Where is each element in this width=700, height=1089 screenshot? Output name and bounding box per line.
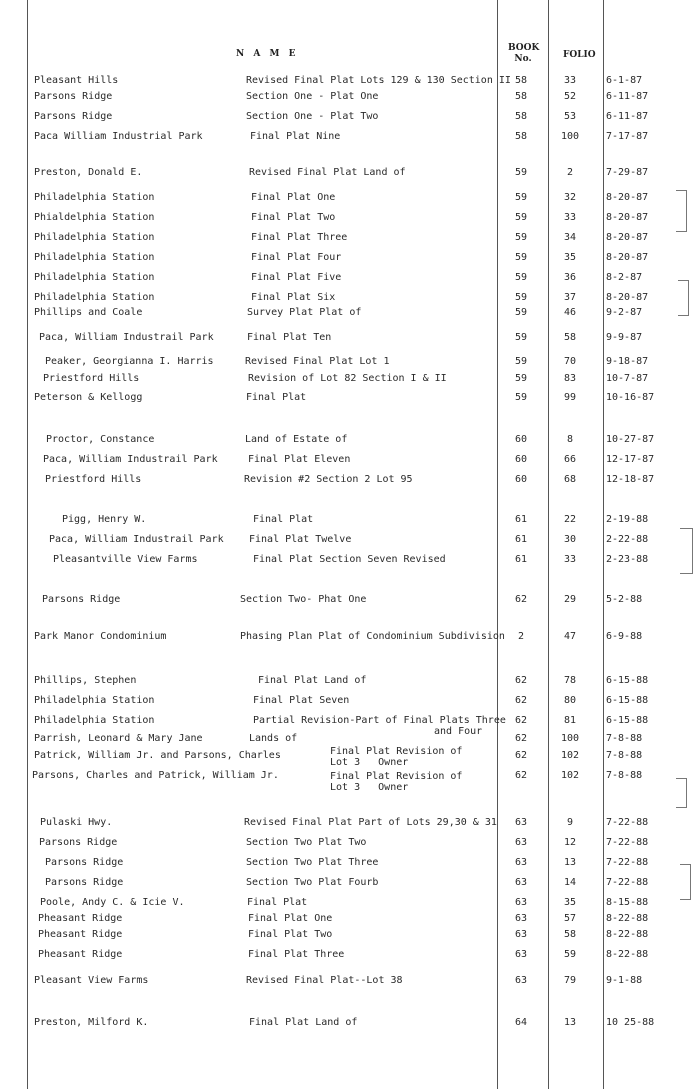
table-row <box>0 211 700 225</box>
entry-name: Priestford Hills <box>43 373 140 384</box>
binder-clip-mark <box>676 190 687 232</box>
entry-description: Final Plat Two <box>248 929 333 940</box>
entry-name: Parsons Ridge <box>45 877 124 888</box>
entry-description: Section Two Plat Three <box>246 857 379 868</box>
entry-date: 9-18-87 <box>606 356 649 367</box>
entry-name: Philadelphia Station <box>34 192 155 203</box>
entry-name: Parsons Ridge <box>34 111 113 122</box>
table-row <box>0 355 700 369</box>
entry-book: 60 <box>514 474 528 485</box>
table-row <box>0 433 700 447</box>
entry-folio: 58 <box>563 929 577 940</box>
entry-book: 62 <box>514 695 528 706</box>
table-row <box>0 836 700 850</box>
entry-book: 63 <box>514 857 528 868</box>
table-row <box>0 896 700 910</box>
entry-book: 62 <box>514 675 528 686</box>
entry-book: 63 <box>514 929 528 940</box>
entry-name: Paca, William Industrail Park <box>39 332 214 343</box>
table-row <box>0 130 700 144</box>
entry-date: 8-22-88 <box>606 913 649 924</box>
table-row <box>0 694 700 708</box>
entry-book: 64 <box>514 1017 528 1028</box>
entry-folio: 33 <box>563 75 577 86</box>
entry-book: 2 <box>517 631 525 642</box>
table-row <box>0 593 700 607</box>
entry-folio: 34 <box>563 232 577 243</box>
entry-book: 59 <box>514 373 528 384</box>
name-column-header: N A M E <box>236 49 299 59</box>
entry-book: 59 <box>514 232 528 243</box>
table-row <box>0 816 700 830</box>
entry-name: Parsons Ridge <box>42 594 121 605</box>
entry-date: 8-20-87 <box>606 192 649 203</box>
table-row <box>0 74 700 88</box>
entry-folio: 47 <box>563 631 577 642</box>
entry-date: 6-11-87 <box>606 111 649 122</box>
entry-description: Section Two Plat Two <box>246 837 367 848</box>
entry-description: Final Plat <box>253 514 314 525</box>
entry-description: Final Plat Twelve <box>249 534 352 545</box>
entry-date: 6-15-88 <box>606 695 649 706</box>
entry-name: Parsons, Charles and Patrick, William Jr. <box>32 770 279 781</box>
entry-description: Revised Final Plat Part of Lots 29,30 & 31 <box>244 817 497 828</box>
entry-description: Land of Estate of <box>245 434 348 445</box>
entry-name: Philadelphia Station <box>34 695 155 706</box>
entry-description: Final Plat Two <box>251 212 336 223</box>
binder-clip-mark <box>676 778 687 808</box>
entry-description: Phasing Plan Plat of Condominium Subdivision <box>240 631 505 642</box>
entry-folio: 58 <box>563 332 577 343</box>
table-row <box>0 912 700 926</box>
entry-name: Pleasant View Farms <box>34 975 149 986</box>
table-row <box>0 1016 700 1030</box>
entry-name: Poole, Andy C. & Icie V. <box>40 897 185 908</box>
entry-folio: 59 <box>563 949 577 960</box>
entry-description: Final Plat Ten <box>247 332 332 343</box>
entry-folio: 29 <box>563 594 577 605</box>
entry-date: 2-19-88 <box>606 514 649 525</box>
entry-book: 63 <box>514 975 528 986</box>
entry-folio: 99 <box>563 392 577 403</box>
entry-folio: 81 <box>563 715 577 726</box>
entry-date: 7-22-88 <box>606 857 649 868</box>
entry-date: 6-15-88 <box>606 715 649 726</box>
entry-book: 63 <box>514 913 528 924</box>
entry-name: Parsons Ridge <box>34 91 113 102</box>
continuation-and-four: and Four <box>434 726 483 737</box>
book-column-header: BOOK No. <box>508 43 540 64</box>
table-row <box>0 453 700 467</box>
entry-name: Pleasant Hills <box>34 75 119 86</box>
entry-name: Preston, Donald E. <box>34 167 143 178</box>
table-row <box>0 291 700 305</box>
entry-name: Proctor, Constance <box>46 434 155 445</box>
entry-date: 9-1-88 <box>606 975 643 986</box>
entry-folio: 52 <box>563 91 577 102</box>
entry-book: 63 <box>514 817 528 828</box>
entry-name: Paca William Industrial Park <box>34 131 203 142</box>
entry-description: Section One - Plat Two <box>246 111 379 122</box>
entry-date: 8-2-87 <box>606 272 643 283</box>
entry-book: 62 <box>514 733 528 744</box>
table-row <box>0 110 700 124</box>
table-row <box>0 928 700 942</box>
entry-description: Revision #2 Section 2 Lot 95 <box>244 474 413 485</box>
entry-date: 7-17-87 <box>606 131 649 142</box>
entry-folio: 22 <box>563 514 577 525</box>
entry-description: Revised Final Plat Land of <box>249 167 406 178</box>
entry-book: 58 <box>514 111 528 122</box>
entry-folio: 53 <box>563 111 577 122</box>
continuation-revision-lot3-b: Final Plat Revision of Lot 3 Owner <box>330 771 463 793</box>
entry-date: 10-7-87 <box>606 373 649 384</box>
entry-book: 63 <box>514 897 528 908</box>
entry-description: Revised Final Plat Lot 1 <box>245 356 390 367</box>
entry-book: 61 <box>514 554 528 565</box>
entry-folio: 102 <box>560 750 580 761</box>
entry-date: 8-22-88 <box>606 929 649 940</box>
entry-folio: 35 <box>563 897 577 908</box>
entry-folio: 8 <box>566 434 574 445</box>
entry-date: 8-20-87 <box>606 232 649 243</box>
entry-name: Pulaski Hwy. <box>40 817 113 828</box>
entry-name: Pleasantville View Farms <box>53 554 198 565</box>
entry-description: Final Plat Six <box>251 292 336 303</box>
entry-date: 10-27-87 <box>606 434 655 445</box>
entry-date: 6-9-88 <box>606 631 643 642</box>
table-row <box>0 674 700 688</box>
entry-book: 59 <box>514 272 528 283</box>
entry-description: Final Plat Five <box>251 272 342 283</box>
entry-description: Final Plat Land of <box>249 1017 358 1028</box>
entry-description: Final Plat <box>246 392 307 403</box>
entry-description: Final Plat Three <box>248 949 345 960</box>
entry-book: 58 <box>514 131 528 142</box>
entry-folio: 70 <box>563 356 577 367</box>
entry-folio: 100 <box>560 733 580 744</box>
entry-date: 8-15-88 <box>606 897 649 908</box>
entry-date: 5-2-88 <box>606 594 643 605</box>
entry-date: 8-20-87 <box>606 292 649 303</box>
table-row <box>0 231 700 245</box>
entry-folio: 30 <box>563 534 577 545</box>
entry-description: Final Plat Four <box>251 252 342 263</box>
entry-description: Section Two Plat Fourb <box>246 877 379 888</box>
entry-folio: 46 <box>563 307 577 318</box>
entry-date: 9-2-87 <box>606 307 643 318</box>
binder-clip-mark <box>680 528 693 574</box>
table-row <box>0 732 700 746</box>
entry-folio: 102 <box>560 770 580 781</box>
entry-name: Patrick, William Jr. and Parsons, Charles <box>34 750 281 761</box>
entry-name: Philadelphia Station <box>34 252 155 263</box>
entry-description: Section One - Plat One <box>246 91 379 102</box>
entry-folio: 80 <box>563 695 577 706</box>
entry-name: Pheasant Ridge <box>38 929 123 940</box>
table-row <box>0 251 700 265</box>
entry-name: Preston, Milford K. <box>34 1017 149 1028</box>
table-row <box>0 271 700 285</box>
entry-name: Park Manor Condominium <box>34 631 167 642</box>
entry-folio: 2 <box>566 167 574 178</box>
entry-description: Final Plat Land of <box>258 675 367 686</box>
entry-date: 2-22-88 <box>606 534 649 545</box>
entry-book: 58 <box>514 75 528 86</box>
entry-folio: 14 <box>563 877 577 888</box>
entry-name: Philadelphia Station <box>34 272 155 283</box>
entry-book: 62 <box>514 750 528 761</box>
entry-description: Final Plat One <box>251 192 336 203</box>
entry-description: Final Plat Eleven <box>248 454 351 465</box>
entry-description: Lands of <box>249 733 298 744</box>
entry-name: Pheasant Ridge <box>38 949 123 960</box>
entry-name: Paca, William Industrail Park <box>49 534 224 545</box>
entry-date: 7-22-88 <box>606 837 649 848</box>
entry-book: 59 <box>514 252 528 263</box>
entry-date: 8-20-87 <box>606 212 649 223</box>
entry-book: 63 <box>514 877 528 888</box>
entry-book: 58 <box>514 91 528 102</box>
table-row <box>0 391 700 405</box>
entry-folio: 78 <box>563 675 577 686</box>
entry-name: Phillips and Coale <box>34 307 143 318</box>
entry-date: 6-1-87 <box>606 75 643 86</box>
entry-book: 62 <box>514 594 528 605</box>
entry-date: 8-20-87 <box>606 252 649 263</box>
entry-folio: 36 <box>563 272 577 283</box>
entry-folio: 100 <box>560 131 580 142</box>
entry-folio: 13 <box>563 1017 577 1028</box>
entry-description: Survey Plat Plat of <box>247 307 362 318</box>
entry-name: Philadelphia Station <box>34 232 155 243</box>
entry-date: 7-22-88 <box>606 817 649 828</box>
binder-clip-mark <box>680 864 691 900</box>
entry-date: 12-17-87 <box>606 454 655 465</box>
entry-name: Priestford Hills <box>45 474 142 485</box>
folio-column-header: FOLIO <box>563 50 596 60</box>
entry-folio: 66 <box>563 454 577 465</box>
entry-name: Phillips, Stephen <box>34 675 137 686</box>
entry-date: 6-15-88 <box>606 675 649 686</box>
entry-name: Parsons Ridge <box>45 857 124 868</box>
binder-clip-mark <box>678 280 689 316</box>
entry-folio: 57 <box>563 913 577 924</box>
entry-date: 10-16-87 <box>606 392 655 403</box>
entry-description: Partial Revision-Part of Final Plats Three <box>253 715 506 726</box>
entry-description: Final Plat Nine <box>250 131 341 142</box>
entry-folio: 79 <box>563 975 577 986</box>
continuation-revision-lot3-a: Final Plat Revision of Lot 3 Owner <box>330 746 463 768</box>
entry-description: Revision of Lot 82 Section I & II <box>248 373 447 384</box>
entry-folio: 33 <box>563 212 577 223</box>
entry-book: 59 <box>514 192 528 203</box>
entry-description: Final Plat Section Seven Revised <box>253 554 446 565</box>
table-row <box>0 90 700 104</box>
entry-book: 59 <box>514 292 528 303</box>
entry-book: 59 <box>514 307 528 318</box>
table-row <box>0 948 700 962</box>
entry-book: 59 <box>514 212 528 223</box>
entry-date: 9-9-87 <box>606 332 643 343</box>
entry-date: 2-23-88 <box>606 554 649 565</box>
table-row <box>0 974 700 988</box>
entry-description: Final Plat Three <box>251 232 348 243</box>
entry-name: Peaker, Georgianna I. Harris <box>45 356 214 367</box>
table-row <box>0 856 700 870</box>
entry-description: Revised Final Plat--Lot 38 <box>246 975 403 986</box>
entry-book: 62 <box>514 770 528 781</box>
entry-date: 7-29-87 <box>606 167 649 178</box>
entry-date: 10 25-88 <box>606 1017 655 1028</box>
table-row <box>0 876 700 890</box>
entry-name: Parrish, Leonard & Mary Jane <box>34 733 203 744</box>
entry-name: Parsons Ridge <box>39 837 118 848</box>
entry-book: 63 <box>514 837 528 848</box>
table-row <box>0 513 700 527</box>
table-row <box>0 473 700 487</box>
entry-name: Philadelphia Station <box>34 292 155 303</box>
table-row <box>0 331 700 345</box>
entry-description: Final Plat One <box>248 913 333 924</box>
entry-book: 59 <box>514 332 528 343</box>
entry-folio: 37 <box>563 292 577 303</box>
table-row <box>0 533 700 547</box>
entry-date: 7-8-88 <box>606 750 643 761</box>
entry-book: 60 <box>514 434 528 445</box>
entry-book: 59 <box>514 167 528 178</box>
entry-name: Pigg, Henry W. <box>62 514 147 525</box>
entry-name: Pheasant Ridge <box>38 913 123 924</box>
table-row <box>0 372 700 386</box>
entry-name: Paca, William Industrail Park <box>43 454 218 465</box>
entry-folio: 9 <box>566 817 574 828</box>
table-row <box>0 306 700 320</box>
entry-description: Section Two- Phat One <box>240 594 367 605</box>
entry-book: 59 <box>514 392 528 403</box>
entry-name: Philadelphia Station <box>34 715 155 726</box>
table-row <box>0 714 700 728</box>
entry-description: Final Plat Seven <box>253 695 350 706</box>
table-row <box>0 166 700 180</box>
entry-description: Final Plat <box>247 897 308 908</box>
entry-date: 7-22-88 <box>606 877 649 888</box>
table-row <box>0 630 700 644</box>
entry-folio: 68 <box>563 474 577 485</box>
entry-book: 61 <box>514 514 528 525</box>
entry-date: 8-22-88 <box>606 949 649 960</box>
entry-description: Revised Final Plat Lots 129 & 130 Section II <box>246 75 511 86</box>
entry-folio: 32 <box>563 192 577 203</box>
entry-folio: 12 <box>563 837 577 848</box>
entry-name: Peterson & Kellogg <box>34 392 143 403</box>
entry-book: 61 <box>514 534 528 545</box>
entry-book: 60 <box>514 454 528 465</box>
entry-folio: 33 <box>563 554 577 565</box>
entry-date: 6-11-87 <box>606 91 649 102</box>
entry-book: 63 <box>514 949 528 960</box>
entry-name: Phialdelphia Station <box>34 212 155 223</box>
entry-date: 7-8-88 <box>606 733 643 744</box>
entry-book: 59 <box>514 356 528 367</box>
table-row <box>0 191 700 205</box>
entry-date: 7-8-88 <box>606 770 643 781</box>
table-row <box>0 553 700 567</box>
entry-date: 12-18-87 <box>606 474 655 485</box>
entry-folio: 35 <box>563 252 577 263</box>
entry-folio: 83 <box>563 373 577 384</box>
entry-book: 62 <box>514 715 528 726</box>
entry-folio: 13 <box>563 857 577 868</box>
